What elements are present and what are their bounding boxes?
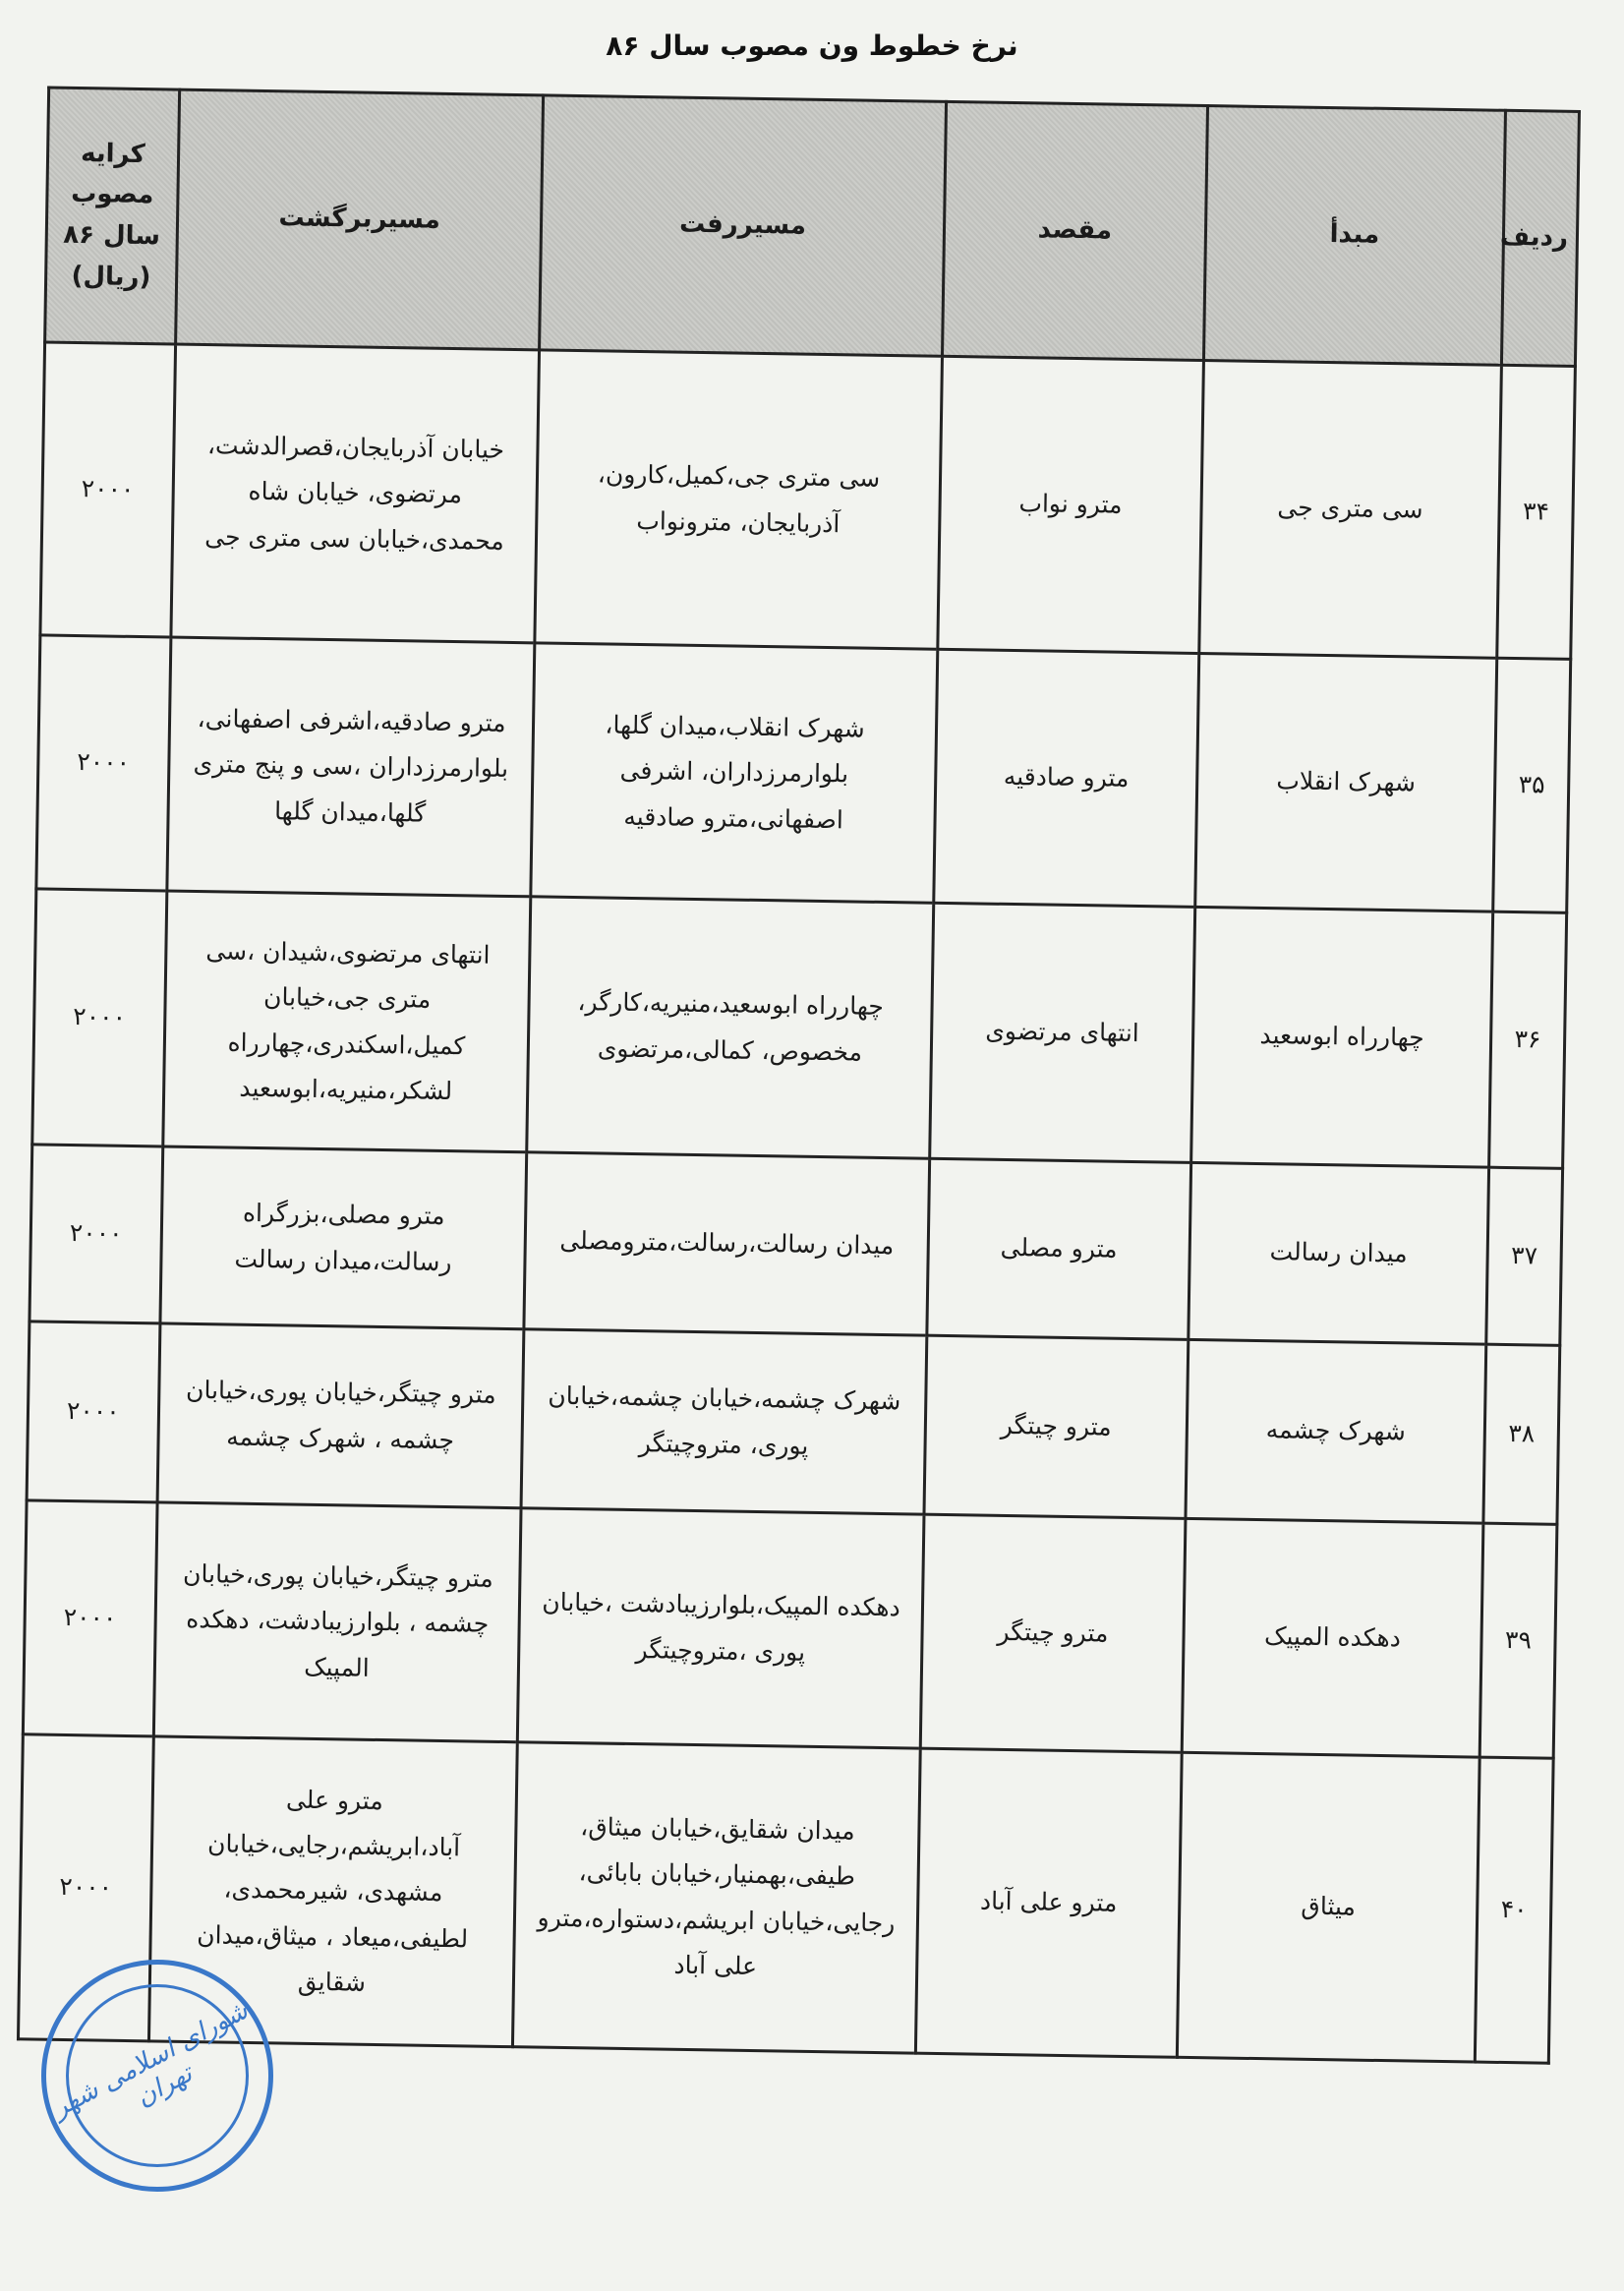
row-number: ۳۷ [1486, 1167, 1563, 1345]
origin-cell: میثاق [1177, 1752, 1479, 2062]
fare-cell: ۲۰۰۰ [27, 1322, 160, 1502]
origin-cell: میدان رسالت [1189, 1162, 1489, 1344]
fare-table-container [17, 86, 1581, 2064]
destination-cell: مترو چیتگر [920, 1514, 1186, 1752]
destination-cell: انتهای مرتضوی [929, 903, 1194, 1162]
row-number: ۴۰ [1475, 1757, 1553, 2063]
origin-cell: چهارراه ابوسعید [1191, 907, 1493, 1167]
return-route-cell: انتهای مرتضوی،شیدان ،سی متری جی،خیابان کمیل،اسکندری،چهارراه لشکر،منیریه،ابوسعید [162, 891, 531, 1152]
fare-cell: ۲۰۰۰ [29, 1145, 162, 1323]
header-fare: کرایه مصوب سال ۸۶ (ریال) [45, 88, 180, 344]
table-header-row [45, 88, 1580, 366]
header-return-route: مسیربرگشت [175, 89, 544, 350]
destination-cell: مترو مصلی [927, 1158, 1191, 1339]
origin-cell: شهرک انقلاب [1195, 653, 1497, 911]
row-number: ۳۸ [1483, 1344, 1560, 1524]
destination-cell: مترو صادقیه [933, 649, 1198, 907]
return-route-cell: مترو چیتگر،خیابان پوری،خیابان چشمه ، شهرک چشمه [157, 1323, 525, 1508]
official-stamp [41, 1960, 273, 2192]
table-row [23, 1500, 1557, 1758]
table-row [29, 1145, 1563, 1345]
header-origin: مبدأ [1203, 106, 1505, 366]
fare-table [17, 86, 1581, 2064]
table-row [36, 635, 1571, 912]
header-destination: مقصد [942, 101, 1207, 360]
return-route-cell: مترو علی آباد،ابریشم،رجایی،خیابان مشهدی، شیرمحمدی، لطیفی،میعاد ، میثاق،میدان شقایق [148, 1736, 518, 2047]
return-route-cell: خیابان آذربایجان،قصرالدشت، مرتضوی، خیابان شاه محمدی،خیابان سی متری جی [171, 344, 540, 643]
outbound-route-cell: شهرک چشمه،خیابان چشمه،خیابان پوری، متروچیتگر [521, 1329, 926, 1514]
fare-cell: ۲۰۰۰ [40, 342, 175, 637]
fare-cell: ۲۰۰۰ [36, 635, 171, 891]
destination-cell: مترو چیتگر [924, 1335, 1189, 1518]
outbound-route-cell: سی متری جی،کمیل،کارون، آذربایجان، مترونواب [535, 350, 942, 649]
origin-cell: سی متری جی [1199, 361, 1501, 659]
page-title: نرخ خطوط ون مصوب سال ۸۶ [606, 29, 1018, 62]
row-number: ۳۵ [1493, 658, 1571, 912]
outbound-route-cell: شهرک انقلاب،میدان گلها، بلوارمرزداران، اشرفی اصفهانی،مترو صادقیه [531, 643, 937, 903]
header-outbound-route: مسیررفت [540, 95, 946, 356]
outbound-route-cell: دهکده المپیک،بلوارزیبادشت ،خیابان پوری ،متروچیتگر [518, 1508, 924, 1748]
destination-cell: مترو علی آباد [915, 1748, 1182, 2057]
row-number: ۳۴ [1497, 365, 1576, 659]
stamp-text: شورای اسلامی شهر تهران [47, 1995, 254, 2124]
outbound-route-cell: میدان رسالت،رسالت،مترومصلی [524, 1152, 929, 1335]
table-row [27, 1322, 1560, 1524]
outbound-route-cell: میدان شقایق،خیابان میثاق، طیفی،بهمنیار،خیابان بابائی، رجایی،خیابان ابریشم،دستواره،مترو علی آباد [513, 1742, 920, 2053]
row-number: ۳۶ [1488, 911, 1566, 1168]
header-row-number: ردیف [1501, 110, 1579, 366]
origin-cell: شهرک چشمه [1186, 1339, 1486, 1523]
fare-cell: ۲۰۰۰ [23, 1500, 156, 1736]
table-row [40, 342, 1575, 659]
outbound-route-cell: چهارراه ابوسعید،منیریه،کارگر، مخصوص، کمالی،مرتضوی [527, 897, 933, 1158]
return-route-cell: مترو صادقیه،اشرفی اصفهانی، بلوارمرزداران ،سی و پنج متری گلها،میدان گلها [167, 637, 536, 897]
fare-cell: ۲۰۰۰ [18, 1734, 153, 2041]
destination-cell: مترو نواب [938, 356, 1204, 653]
fare-cell: ۲۰۰۰ [32, 889, 167, 1146]
table-row [32, 889, 1567, 1168]
return-route-cell: مترو چیتگر،خیابان پوری،خیابان چشمه ، بلوارزیبادشت، دهکده المپیک [153, 1502, 521, 1742]
return-route-cell: مترو مصلی،بزرگراه رسالت،میدان رسالت [160, 1146, 527, 1329]
origin-cell: دهکده المپیک [1182, 1518, 1483, 1757]
row-number: ۳۹ [1479, 1523, 1557, 1758]
